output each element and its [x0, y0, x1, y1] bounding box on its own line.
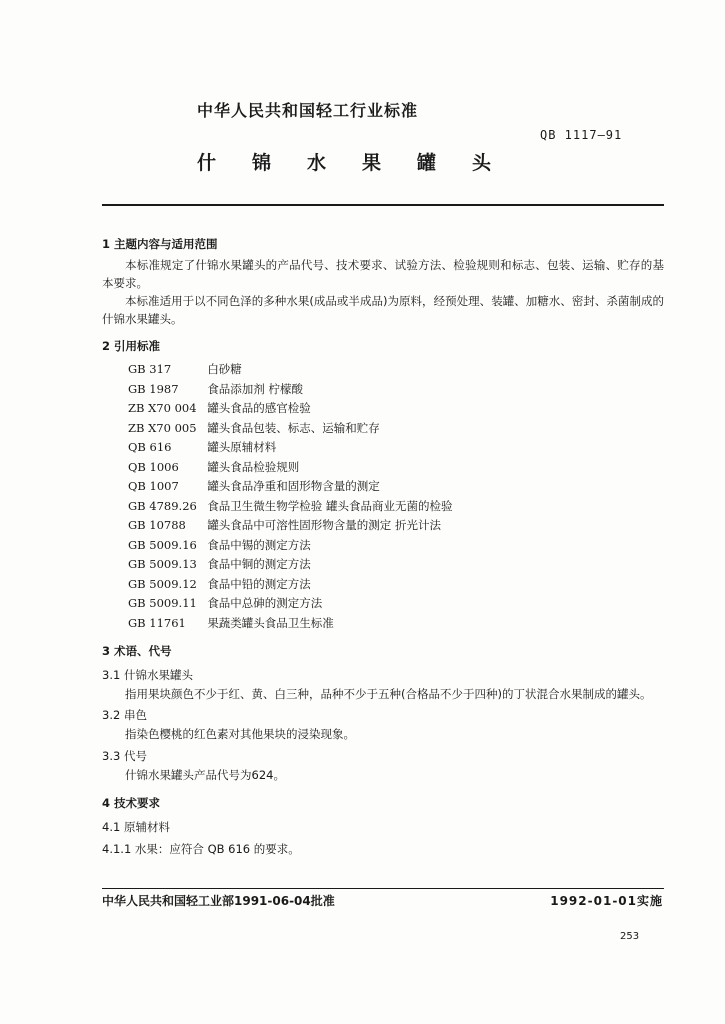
reference-item: [128, 458, 664, 478]
approval-note: 中华人民共和国轻工业部1991-06-04批准: [102, 894, 335, 908]
reference-code: QB 1007: [128, 479, 179, 493]
reference-item: [128, 516, 664, 536]
reference-title: 食品中铅的测定方法: [207, 576, 311, 591]
reference-title: 罐头食品净重和固形物含量的测定: [207, 479, 380, 493]
reference-code: QB 1006: [128, 459, 179, 474]
clause-3-2-text: 指染色樱桃的红色素对其他果块的浸染现象。: [125, 727, 355, 741]
clause-3-3-text: 什锦水果罐头产品代号为624。: [125, 768, 285, 782]
clause-3-3-heading: 3.3 代号: [102, 749, 147, 763]
reference-title: 食品添加剂 柠檬酸: [207, 381, 303, 396]
reference-code: GB 5009.11: [128, 596, 197, 610]
section-1-paragraph-2: 本标准适用于以不同色泽的多种水果(成品或半成品)为原料，经预处理、装罐、加糖水、密封、杀菌制成的什锦水果罐头。: [102, 294, 664, 326]
reference-item: [128, 497, 664, 517]
reference-title: 罐头食品包装、标志、运输和贮存: [207, 420, 380, 435]
reference-item: [128, 594, 664, 614]
clause-4-1-1-text: 4.1.1 水果：应符合 QB 616 的要求。: [102, 842, 300, 856]
clause-3-1-text: 指用果块颜色不少于红、黄、白三种，品种不少于五种(合格品不少于四种)的丁状混合水果制成的罐头。: [125, 687, 652, 701]
clause-3-1-heading: 3.1 什锦水果罐头: [102, 668, 193, 682]
reference-list: [102, 360, 664, 633]
reference-title: 食品中总砷的测定方法: [207, 596, 323, 610]
reference-item: [128, 555, 664, 575]
effective-date: 1992-01-01实施: [550, 894, 663, 908]
page-number: 253: [620, 931, 640, 942]
reference-item: [128, 380, 664, 400]
reference-title: 罐头食品的感官检验: [207, 401, 311, 415]
reference-title: 食品卫生微生物学检验 罐头食品商业无菌的检验: [207, 498, 453, 513]
reference-code: GB 1987: [128, 381, 179, 396]
clause-4-1-heading: 4.1 原辅材料: [102, 820, 170, 834]
section-2-heading: 2 引用标准: [102, 339, 161, 353]
reference-code: ZB X70 004: [128, 401, 197, 415]
reference-item: [128, 575, 664, 595]
reference-code: ZB X70 005: [128, 420, 197, 435]
reference-code: GB 317: [128, 362, 172, 376]
clause-3-2-heading: 3.2 串色: [102, 708, 147, 722]
reference-item: [128, 360, 664, 380]
document-body: [102, 232, 664, 859]
reference-item: [128, 419, 664, 439]
reference-item: [128, 614, 664, 634]
reference-title: 罐头食品中可溶性固形物含量的测定 折光计法: [207, 518, 441, 532]
reference-item: [128, 536, 664, 556]
section-3-heading: 3 术语、代号: [102, 644, 172, 658]
bottom-rule: [102, 888, 664, 889]
section-4-heading: 4 技术要求: [102, 796, 161, 810]
reference-title: 白砂糖: [207, 362, 242, 376]
reference-code: GB 5009.16: [128, 537, 197, 552]
reference-item: [128, 477, 664, 497]
reference-item: [128, 438, 664, 458]
reference-code: GB 10788: [128, 518, 186, 532]
reference-code: GB 11761: [128, 615, 186, 630]
reference-title: 罐头食品检验规则: [207, 459, 300, 474]
standard-code: QB 1117—91: [540, 128, 623, 142]
reference-title: 罐头原辅材料: [207, 440, 277, 454]
reference-item: [128, 399, 664, 419]
reference-code: GB 5009.12: [128, 576, 197, 591]
reference-title: 食品中锡的测定方法: [207, 537, 311, 552]
reference-title: 果蔬类罐头食品卫生标准: [207, 615, 334, 630]
reference-code: GB 5009.13: [128, 557, 197, 571]
section-1-heading: 1 主题内容与适用范围: [102, 237, 218, 251]
org-title: 中华人民共和国轻工行业标准: [197, 101, 419, 120]
top-rule: [102, 204, 664, 206]
reference-code: QB 616: [128, 440, 172, 454]
reference-code: GB 4789.26: [128, 498, 197, 513]
doc-title: 什锦水果罐头: [197, 152, 528, 174]
section-1-paragraph-1: 本标准规定了什锦水果罐头的产品代号、技术要求、试验方法、检验规则和标志、包装、运输、贮存的基本要求。: [102, 258, 664, 290]
reference-title: 食品中铜的测定方法: [207, 557, 311, 571]
